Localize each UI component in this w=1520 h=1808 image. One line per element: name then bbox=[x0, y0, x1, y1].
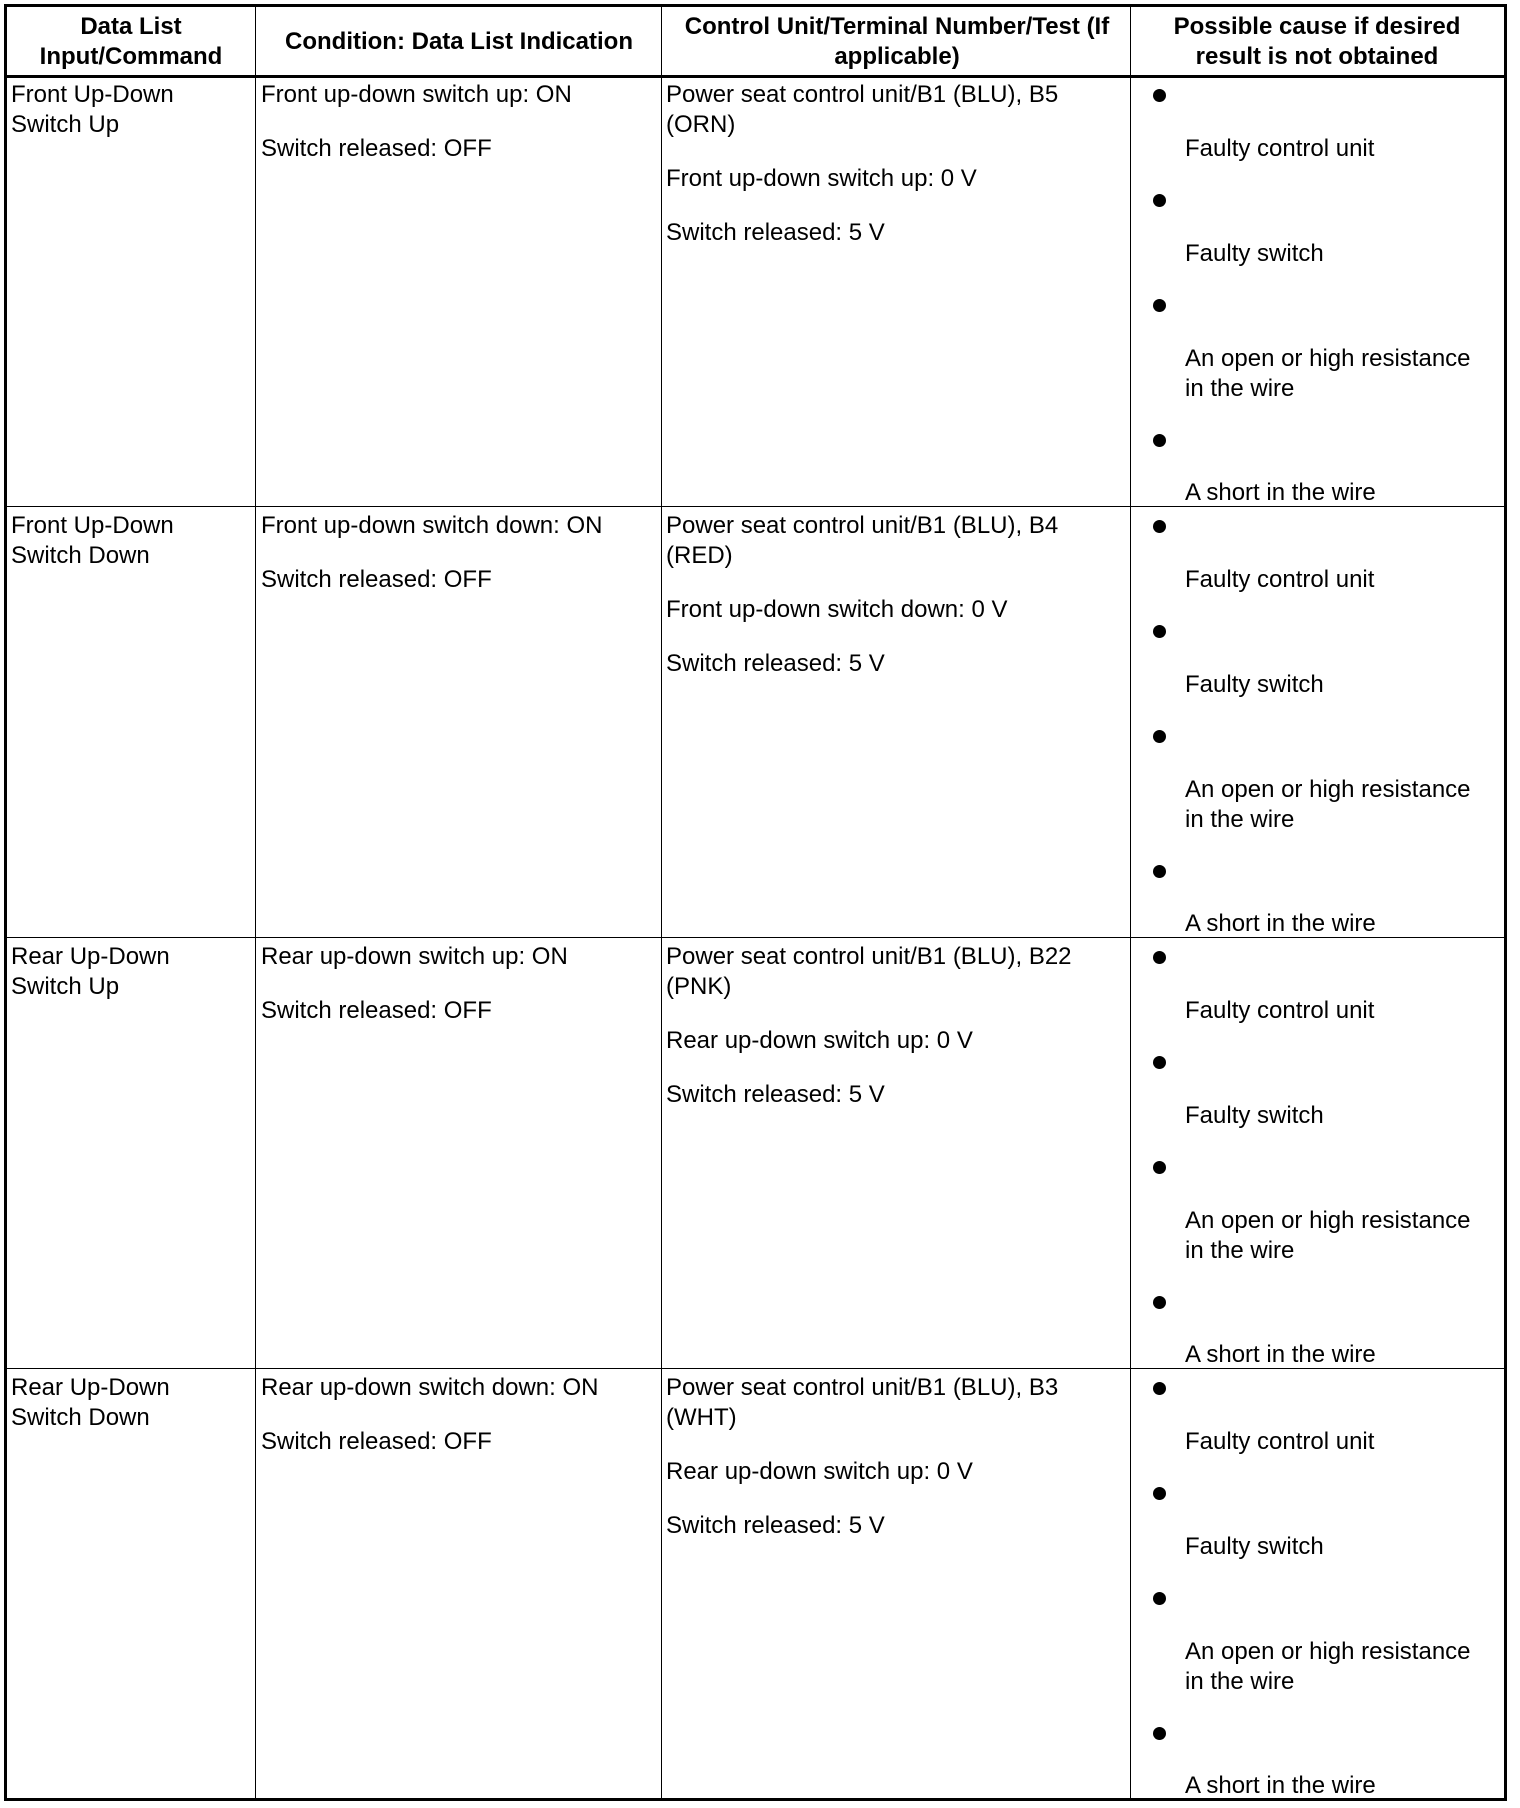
table-row-condition: Front up-down switch up: ON Switch released: OFF bbox=[261, 81, 572, 162]
table-row-input: Front Up-Down Switch Down bbox=[11, 512, 174, 569]
bullet-icon bbox=[1153, 1487, 1166, 1500]
cause-item: Faulty switch bbox=[1185, 1533, 1324, 1560]
header-possible-cause: Possible cause if desired result is not obtained bbox=[1173, 13, 1461, 70]
cause-item: An open or high resistance bbox=[1185, 776, 1471, 803]
cause-item-continued: in the wire bbox=[1185, 1668, 1295, 1695]
column-divider bbox=[661, 7, 662, 1798]
header-control-unit-terminal: Control Unit/Terminal Number/Test (If applicable) bbox=[684, 13, 1110, 70]
cause-item: Faulty switch bbox=[1185, 1102, 1324, 1129]
table-row-input: Front Up-Down Switch Up bbox=[11, 81, 174, 138]
bullet-icon bbox=[1153, 865, 1166, 878]
bullet-icon bbox=[1153, 1161, 1166, 1174]
bullet-icon bbox=[1153, 1382, 1166, 1395]
cause-item: A short in the wire bbox=[1185, 910, 1376, 937]
table-row-input: Rear Up-Down Switch Up bbox=[11, 943, 170, 1000]
column-divider bbox=[255, 7, 256, 1798]
bullet-icon bbox=[1153, 951, 1166, 964]
cause-item: Faulty control unit bbox=[1185, 997, 1375, 1024]
table-row-condition: Front up-down switch down: ON Switch released: OFF bbox=[261, 512, 603, 593]
cause-item-continued: in the wire bbox=[1185, 375, 1295, 402]
cause-item: Faulty switch bbox=[1185, 671, 1324, 698]
table-row-terminal: Power seat control unit/B1 (BLU), B4 (RED) Front up-down switch down: 0 V Switch released: 5 V bbox=[666, 512, 1059, 677]
table-row-input: Rear Up-Down Switch Down bbox=[11, 1374, 170, 1431]
table-row-condition: Rear up-down switch up: ON Switch released: OFF bbox=[261, 943, 568, 1024]
cause-item: Faulty switch bbox=[1185, 240, 1324, 267]
cause-item: Faulty control unit bbox=[1185, 566, 1375, 593]
table-row-terminal: Power seat control unit/B1 (BLU), B3 (WHT) Rear up-down switch up: 0 V Switch released: 5 V bbox=[666, 1374, 1059, 1539]
column-divider bbox=[1130, 7, 1131, 1798]
header-condition: Condition: Data List Indication bbox=[285, 28, 633, 55]
data-list-table bbox=[4, 4, 1507, 1801]
header-divider bbox=[7, 75, 1504, 78]
table-row-terminal: Power seat control unit/B1 (BLU), B5 (ORN) Front up-down switch up: 0 V Switch released: 5 V bbox=[666, 81, 1059, 246]
bullet-icon bbox=[1153, 299, 1166, 312]
header-data-list-input: Data List Input/Command bbox=[39, 13, 223, 70]
bullet-icon bbox=[1153, 89, 1166, 102]
bullet-icon bbox=[1153, 1056, 1166, 1069]
cause-item: A short in the wire bbox=[1185, 1341, 1376, 1368]
bullet-icon bbox=[1153, 520, 1166, 533]
cause-item: A short in the wire bbox=[1185, 479, 1376, 506]
bullet-icon bbox=[1153, 1592, 1166, 1605]
cause-item: A short in the wire bbox=[1185, 1772, 1376, 1799]
cause-item: An open or high resistance bbox=[1185, 345, 1471, 372]
table-row-terminal: Power seat control unit/B1 (BLU), B22 (PNK) Rear up-down switch up: 0 V Switch released: 5 V bbox=[666, 943, 1072, 1108]
cause-item: Faulty control unit bbox=[1185, 1428, 1375, 1455]
cause-item-continued: in the wire bbox=[1185, 1237, 1295, 1264]
bullet-icon bbox=[1153, 194, 1166, 207]
cause-item: An open or high resistance bbox=[1185, 1638, 1471, 1665]
bullet-icon bbox=[1153, 625, 1166, 638]
bullet-icon bbox=[1153, 1727, 1166, 1740]
bullet-icon bbox=[1153, 434, 1166, 447]
table-row-condition: Rear up-down switch down: ON Switch released: OFF bbox=[261, 1374, 599, 1455]
bullet-icon bbox=[1153, 730, 1166, 743]
bullet-icon bbox=[1153, 1296, 1166, 1309]
cause-item: Faulty control unit bbox=[1185, 135, 1375, 162]
cause-item-continued: in the wire bbox=[1185, 806, 1295, 833]
cause-item: An open or high resistance bbox=[1185, 1207, 1471, 1234]
